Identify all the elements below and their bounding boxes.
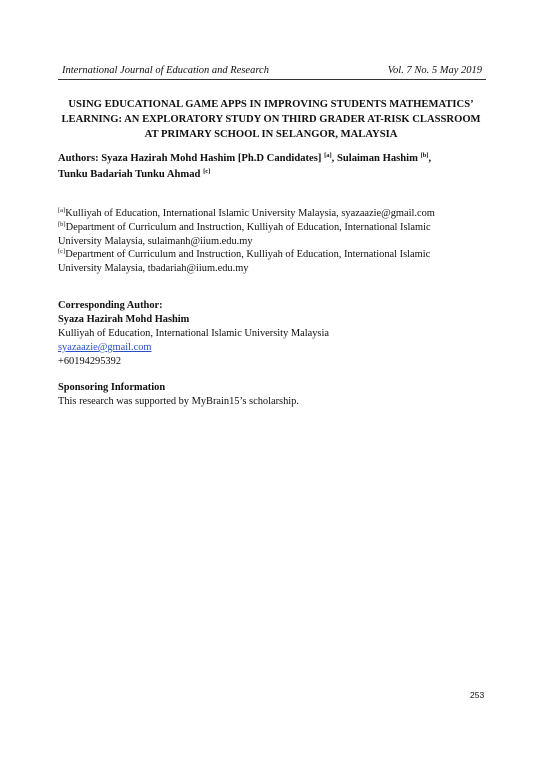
affiliation-b-text-1: Department of Curriculum and Instruction, Kulliyah of Education, International Islamic: [65, 221, 431, 233]
title-line-2: LEARNING: AN EXPLORATORY STUDY ON THIRD GRADER AT-RISK CLASSROOM: [61, 114, 481, 125]
corresponding-author-section: [58, 299, 490, 369]
sponsoring-section: [58, 381, 490, 409]
author-1-mark: [a]: [324, 152, 332, 159]
journal-name: International Journal of Education and Research: [62, 65, 269, 76]
affiliations: [58, 207, 490, 276]
sponsoring-text: This research was supported by MyBrain15’s scholarship.: [58, 396, 299, 407]
author-list: [58, 151, 488, 183]
title-line-3: AT PRIMARY SCHOOL IN SELANGOR, MALAYSIA: [144, 129, 398, 140]
volume-issue: Vol. 7 No. 5 May 2019: [387, 65, 482, 76]
sponsoring-heading: Sponsoring Information: [58, 382, 166, 393]
affiliation-a-text: Kulliyah of Education, International Islamic University Malaysia, syazaazie@gmail.com: [65, 208, 435, 219]
author-1: Syaza Hazirah Mohd Hashim [Ph.D Candidates]: [101, 153, 322, 164]
title-line-1: USING EDUCATIONAL GAME APPS IN IMPROVING STUDENTS MATHEMATICS’: [68, 99, 474, 110]
affiliation-b: [58, 221, 490, 235]
author-3: Tunku Badariah Tunku Ahmad: [58, 169, 201, 180]
corresponding-email-link[interactable]: syazaazie@gmail.com: [58, 342, 152, 353]
affiliation-b-text-2: University Malaysia, sulaimanh@iium.edu.my: [58, 235, 253, 247]
affiliation-c-text-2: University Malaysia, tbadariah@iium.edu.my: [58, 263, 249, 275]
paper-title: [56, 97, 486, 142]
corresponding-institution: Kulliyah of Education, International Islamic University Malaysia: [58, 328, 329, 339]
corresponding-phone: +60194295392: [58, 356, 122, 367]
header-divider: [58, 79, 486, 80]
affiliation-c: [58, 248, 490, 262]
affiliation-a: [58, 207, 490, 221]
authors-label: Authors:: [58, 153, 99, 164]
affiliation-a-mark: [a]: [58, 207, 66, 214]
affiliation-c-text-1: Department of Curriculum and Instruction, Kulliyah of Education, International Islamic: [65, 249, 431, 261]
author-separator: ,: [428, 153, 432, 164]
author-2-mark: [b]: [420, 152, 429, 159]
author-3-mark: [c]: [203, 168, 211, 175]
author-2: Sulaiman Hashim: [336, 153, 418, 164]
corresponding-heading: Corresponding Author:: [58, 300, 163, 311]
corresponding-name: Syaza Hazirah Mohd Hashim: [58, 314, 190, 325]
affiliation-b-mark: [b]: [58, 220, 66, 228]
author-separator: ,: [331, 153, 337, 164]
affiliation-c-mark: [c]: [58, 248, 66, 256]
page-number: 253: [470, 690, 485, 700]
